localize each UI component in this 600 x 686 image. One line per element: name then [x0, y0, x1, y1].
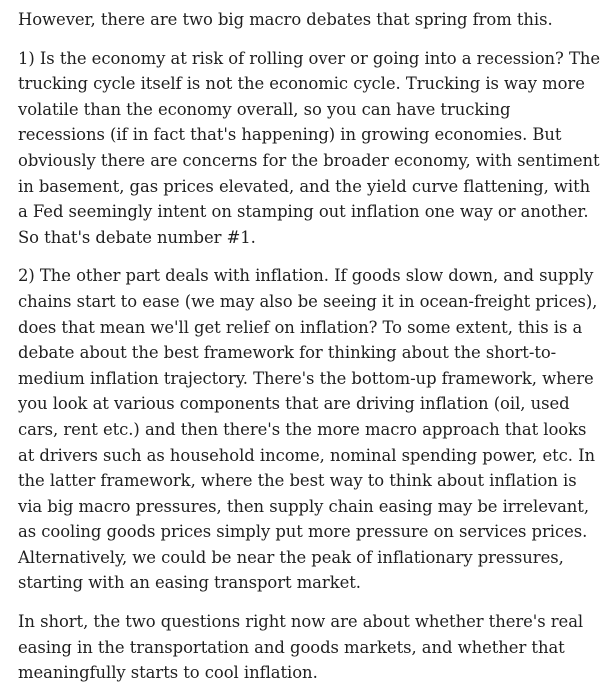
debate-one-paragraph: 1) Is the economy at risk of rolling over or going into a recession? The trucking cycle itself is not the economic cycle. Trucking is way more volatile than the economy overall, so you can have trucking recessions (if in fact that's happening) in growing economies. But obviously there are concerns for the broader economy, with sentiment in basement, gas prices elevated, and the yield curve flattening, with a Fed seemingly intent on stamping out inflation one way or another. So that's debate number #1.: [18, 48, 600, 247]
debate-two-paragraph: 2) The other part deals with inflation. If goods slow down, and supply chains start to ease (we may also be seeing it in ocean-freight prices), does that mean we'll get relief on inflation? To some extent, this is a debate about the best framework for thinking about the short-to-medium inflation trajectory. There's the bottom-up framework, where you look at various components that are driving inflation (oil, used cars, rent etc.) and then there's the more macro approach that looks at drivers such as household income, nominal spending power, etc. In the latter framework, where the best way to think about inflation is via big macro pressures, then supply chain easing may be irrelevant, as cooling goods prices simply put more pressure on services prices. Alternatively, we could be near the peak of inflationary pressures, starting with an easing transport market.: [18, 266, 598, 593]
summary-paragraph: In short, the two questions right now are about whether there's real easing in the transportation and goods markets, and whether that meaningfully starts to cool inflation.: [18, 612, 584, 683]
intro-paragraph: However, there are two big macro debates that spring from this.: [18, 10, 553, 29]
